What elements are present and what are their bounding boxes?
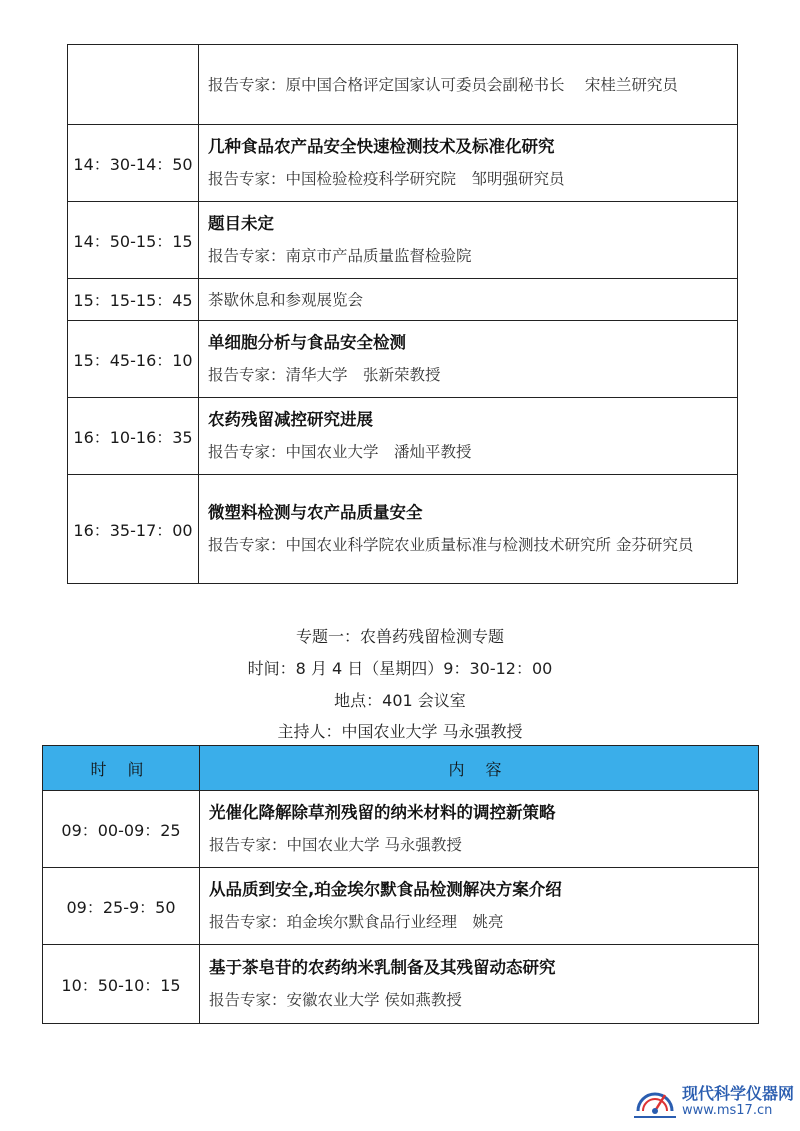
session-schedule-table xyxy=(42,745,759,1024)
topic-title: 从品质到安全,珀金埃尔默食品检测解决方案介绍 xyxy=(209,880,562,899)
watermark-name: 现代科学仪器网 xyxy=(682,1084,795,1103)
topic-title: 几种食品农产品安全快速检测技术及标准化研究 xyxy=(208,137,555,156)
header-time: 时 间 xyxy=(43,746,200,791)
content-cell xyxy=(199,45,738,125)
table-header-row xyxy=(43,746,759,791)
table-row xyxy=(68,398,738,475)
expert-line: 报告专家：中国检验检疫科学研究院 邹明强研究员 xyxy=(208,170,565,188)
time-cell: 15：15-15：45 xyxy=(68,279,199,321)
session-location: 地点：401 会议室 xyxy=(334,691,466,710)
time-cell: 16：10-16：35 xyxy=(68,398,199,475)
header-content: 内 容 xyxy=(200,746,759,791)
content-cell xyxy=(199,279,738,321)
topic-title: 题目未定 xyxy=(208,214,274,233)
time-cell: 14：30-14：50 xyxy=(68,125,199,202)
time-cell: 14：50-15：15 xyxy=(68,202,199,279)
expert-line: 报告专家：原中国合格评定国家认可委员会副秘书长 宋桂兰研究员 xyxy=(208,75,678,94)
expert-line: 报告专家：南京市产品质量监督检验院 xyxy=(208,247,472,265)
table-row xyxy=(68,475,738,584)
expert-line: 报告专家：中国农业科学院农业质量标准与检测技术研究所 金芬研究员 xyxy=(208,536,694,554)
table-row xyxy=(68,279,738,321)
time-cell xyxy=(68,45,199,125)
content-cell xyxy=(199,398,738,475)
table-row xyxy=(43,868,759,945)
watermark-url: www.ms17.cn xyxy=(682,1103,773,1118)
schedule-table-continued xyxy=(67,44,738,584)
content-cell xyxy=(199,321,738,398)
content-cell xyxy=(199,475,738,584)
topic-title: 光催化降解除草剂残留的纳米材料的调控新策略 xyxy=(209,803,556,822)
content-cell xyxy=(200,868,759,945)
content-cell xyxy=(199,125,738,202)
topic-title: 微塑料检测与农产品质量安全 xyxy=(208,503,423,522)
content-cell xyxy=(200,945,759,1024)
expert-line: 报告专家：中国农业大学 马永强教授 xyxy=(209,836,462,854)
expert-line: 报告专家：珀金埃尔默食品行业经理 姚亮 xyxy=(209,913,504,931)
topic-title: 单细胞分析与食品安全检测 xyxy=(208,333,406,352)
table-row xyxy=(68,125,738,202)
break-note: 茶歇休息和参观展览会 xyxy=(208,290,364,309)
time-cell: 09：25-9：50 xyxy=(43,868,200,945)
time-cell: 16：35-17：00 xyxy=(68,475,199,584)
table-row xyxy=(68,45,738,125)
content-cell xyxy=(200,791,759,868)
table-row xyxy=(43,945,759,1024)
expert-line: 报告专家：清华大学 张新荣教授 xyxy=(208,366,441,384)
topic-title: 基于茶皂苷的农药纳米乳制备及其残留动态研究 xyxy=(209,958,556,977)
site-watermark xyxy=(632,1075,797,1127)
table-row xyxy=(68,202,738,279)
session-time: 时间：8 月 4 日（星期四）9：30-12：00 xyxy=(247,659,553,678)
table-row xyxy=(68,321,738,398)
table-row xyxy=(43,791,759,868)
expert-line: 报告专家：安徽农业大学 侯如燕教授 xyxy=(209,991,462,1009)
topic-title: 农药残留减控研究进展 xyxy=(208,410,373,429)
time-cell: 15：45-16：10 xyxy=(68,321,199,398)
expert-line: 报告专家：中国农业大学 潘灿平教授 xyxy=(208,443,472,461)
session-host: 主持人：中国农业大学 马永强教授 xyxy=(277,722,523,741)
time-cell: 09：00-09：25 xyxy=(43,791,200,868)
session-title: 专题一：农兽药残留检测专题 xyxy=(295,627,504,646)
time-cell: 10：50-10：15 xyxy=(43,945,200,1024)
gauge-logo-icon xyxy=(632,1081,678,1121)
content-cell xyxy=(199,202,738,279)
